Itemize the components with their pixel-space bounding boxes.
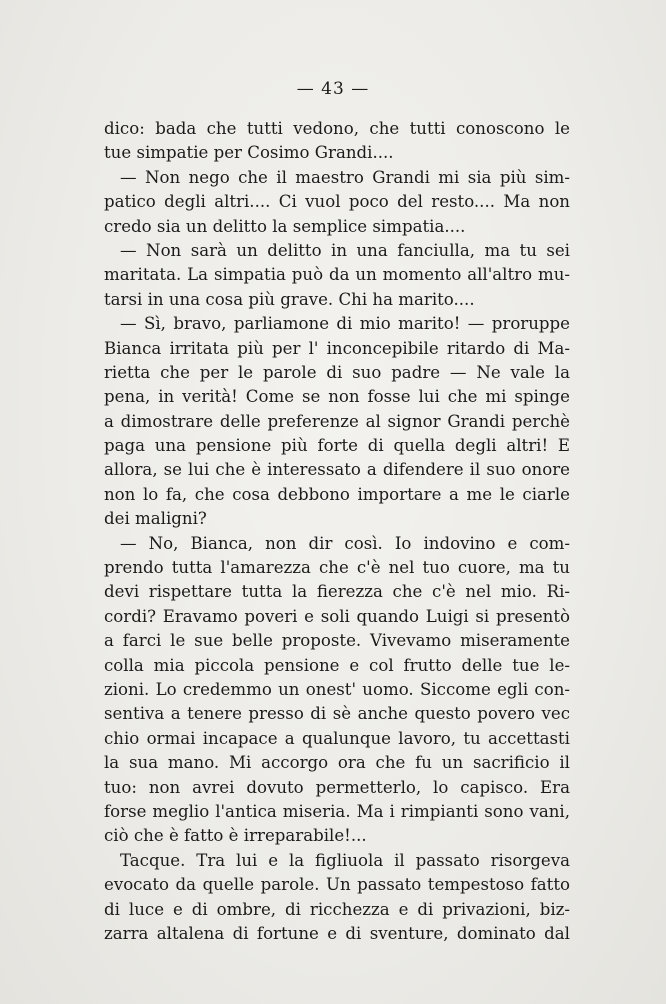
text-line: ciò che è fatto è irreparabile!... [104,826,367,846]
text-line: — No, Bianca, non dir così. Io indovino e com- [120,533,570,553]
text-line: a farci le sue belle proposte. Vivevamo miseramente [104,631,570,651]
text-line: zioni. Lo credemmo un onest' uomo. Siccome egli con- [104,679,570,699]
text-line: zarra altalena di fortune e di sventure, dominato dal [104,923,570,943]
text-line: evocato da quelle parole. Un passato tempestoso fatto [104,875,570,895]
text-line: Tacque. Tra lui e la figliuola il passato risorgeva [120,850,570,870]
text-line: — Non nego che il maestro Grandi mi sia più sim- [120,167,570,187]
text-line: allora, se lui che è interessato a difendere il suo onore [104,460,570,480]
text-line: maritata. La simpatia può da un momento all'altro mu- [104,265,570,285]
text-line: tarsi in una cosa più grave. Chi ha marito.... [104,289,475,309]
text-line: colla mia piccola pensione e col frutto delle tue le- [104,655,570,675]
text-line: tuo: non avrei dovuto permetterlo, lo capisco. Era [104,777,570,797]
text-line: cordi? Eravamo poveri e soli quando Luigi si presentò [104,606,570,626]
text-line: sentiva a tenere presso di sè anche questo povero vec [104,704,570,724]
text-line: rietta che per le parole di suo padre — Ne vale la [104,362,570,382]
text-line: devi rispettare tutta la fierezza che c'è nel mio. Ri- [104,582,570,602]
text-line: non lo fa, che cosa debbono importare a me le ciarle [104,484,570,504]
text-line: dico: bada che tutti vedono, che tutti conoscono le [104,119,570,138]
body-text [104,117,570,946]
text-line: di luce e di ombre, di ricchezza e di privazioni, biz- [104,899,570,919]
text-line: paga una pensione più forte di quella degli altri! E [104,436,570,456]
text-line: patico degli altri.... Ci vuol poco del resto.... Ma non [104,192,570,212]
text-line: la sua mano. Mi accorgo ora che fu un sacrificio il [104,753,570,773]
text-line: — Non sarà un delitto in una fanciulla, ma tu sei [120,240,570,260]
text-line: credo sia un delitto la semplice simpatia.... [104,216,466,236]
text-line: Bianca irritata più per l' inconcepibile ritardo di Ma- [104,338,570,358]
text-line: prendo tutta l'amarezza che c'è nel tuo cuore, ma tu [104,558,570,578]
text-line: — Sì, bravo, parliamone di mio marito! — proruppe [120,314,570,334]
text-line: dei maligni? [104,509,207,529]
text-line: chio ormai incapace a qualunque lavoro, tu accettasti [104,728,570,748]
text-line: pena, in verità! Come se non fosse lui che mi spinge [104,387,570,407]
page-number: — 43 — [296,79,370,99]
text-line: forse meglio l'antica miseria. Ma i rimpianti sono vani, [104,801,570,821]
text-line: tue simpatie per Cosimo Grandi.... [104,143,394,163]
text-line: a dimostrare delle preferenze al signor Grandi perchè [104,411,570,431]
